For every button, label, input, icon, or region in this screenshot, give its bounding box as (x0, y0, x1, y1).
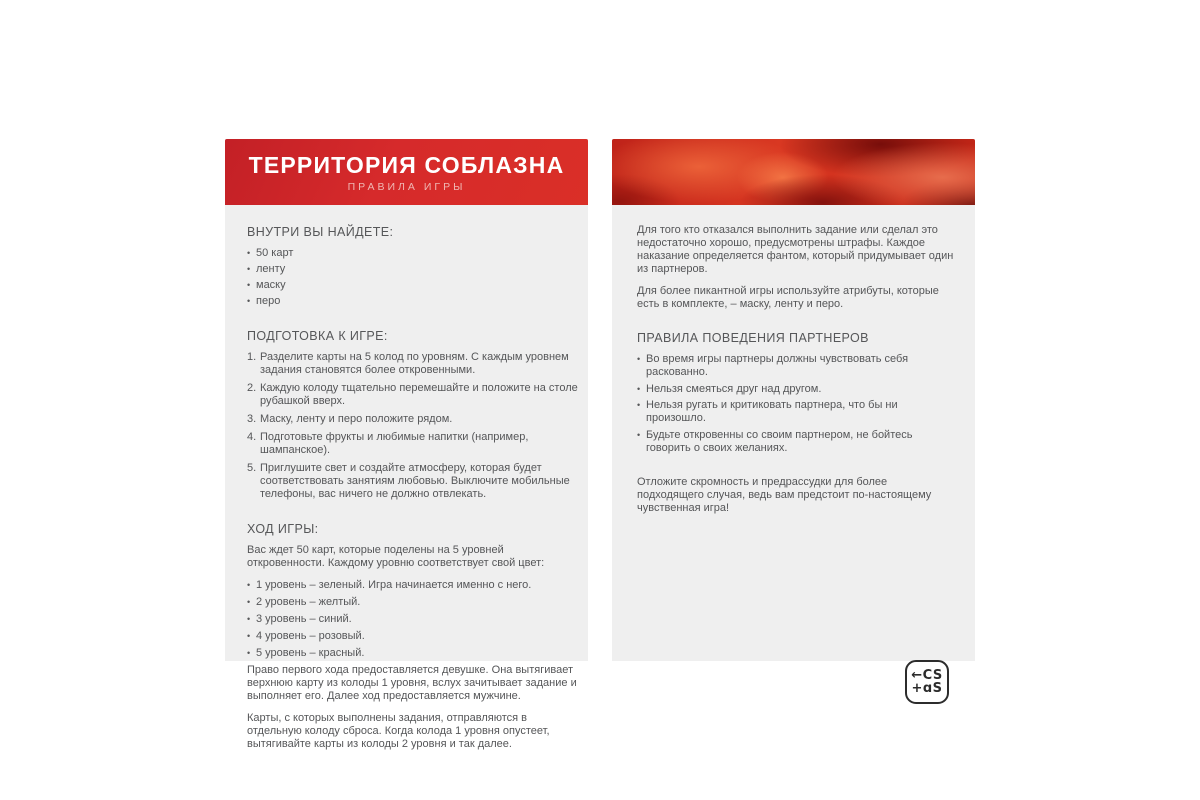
logo-line-2: +ɑS (911, 681, 943, 696)
section-heading-inside: ВНУТРИ ВЫ НАЙДЕТЕ: (247, 225, 394, 239)
section-gameplay (247, 522, 582, 751)
ecstas-brand-logo-icon (905, 660, 949, 704)
card-header (225, 139, 588, 205)
section-preparation (247, 329, 582, 501)
rules-card-right (612, 139, 975, 696)
card-body-left (225, 205, 588, 751)
closing-paragraph: Отложите скромность и предрассудки для более подходящего случая, ведь вам предстоит по-настоящему чувственная игра! (637, 475, 932, 514)
conduct-item: • Нельзя ругать и критиковать партнера, что бы ни произошло. (637, 399, 957, 425)
gameplay-intro: Вас ждет 50 карт, которые поделены на 5 уровней откровенности. Каждому уровню соответствует свой цвет: (247, 544, 545, 569)
level-item: • 4 уровень – розовый. (247, 630, 582, 643)
levels-list (247, 579, 582, 660)
list-item: • перо (247, 295, 582, 308)
level-item: • 3 уровень – синий. (247, 613, 582, 626)
section-heading-conduct: ПРАВИЛА ПОВЕДЕНИЯ ПАРТНЕРОВ (637, 331, 869, 345)
list-item: • ленту (247, 263, 582, 276)
card-title: ТЕРРИТОРИЯ СОБЛАЗНА (248, 151, 565, 178)
conduct-item: • Будьте откровенны со своим партнером, не бойтесь говорить о своих желаниях. (637, 429, 957, 455)
logo-line-1: ←CS (911, 668, 943, 683)
gameplay-paragraph: Право первого хода предоставляется девушке. Она вытягивает верхнюю карту из колоды 1 уровня, вслух зачитывает задание и выполняет его. Далее ход предоставляется мужчине. (247, 664, 577, 702)
section-conduct (637, 331, 957, 455)
level-item: • 2 уровень – желтый. (247, 596, 582, 609)
preparation-steps (247, 351, 582, 501)
penalties-paragraph: Для того кто отказался выполнить задание или сделал это недостаточно хорошо, предусмотрены штрафы. Каждое наказание определяется фантом, который придумывает один из партнеров. (637, 224, 954, 275)
section-heading-gameplay: ХОД ИГРЫ: (247, 522, 319, 536)
list-item: • маску (247, 279, 582, 292)
section-inside (247, 225, 582, 308)
step-item: Подготовьте фрукты и любимые напитки (например, шампанское). (260, 431, 529, 456)
section-heading-preparation: ПОДГОТОВКА К ИГРЕ: (247, 329, 388, 343)
rules-card-left (225, 139, 588, 750)
step-item: Приглушите свет и создайте атмосферу, которая будет соответствовать занятиям любовью. Выключите мобильные телефоны, вас ничего не должно отвлекать. (260, 462, 570, 500)
list-item: • 50 карт (247, 247, 582, 260)
level-item: • 5 уровень – красный. (247, 647, 582, 660)
kissing-couple-photo (612, 139, 975, 205)
card-body-right (612, 205, 975, 696)
conduct-item: • Во время игры партнеры должны чувствовать себя раскованно. (637, 353, 957, 379)
level-item: • 1 уровень – зеленый. Игра начинается именно с него. (247, 579, 582, 592)
gameplay-paragraph: Карты, с которых выполнены задания, отправляются в отдельную колоду сброса. Когда колода 1 уровня опустеет, вытягивайте карты из колоды 2 уровня и так далее. (247, 712, 550, 750)
inside-list (247, 247, 582, 308)
conduct-list (637, 353, 957, 455)
step-item: Каждую колоду тщательно перемешайте и положите на столе рубашкой вверх. (260, 382, 578, 407)
conduct-item: • Нельзя смеяться друг над другом. (637, 383, 957, 396)
attributes-paragraph: Для более пикантной игры используйте атрибуты, которые есть в комплекте, – маску, ленту и перо. (637, 285, 939, 310)
step-item: Разделите карты на 5 колод по уровням. С каждым уровнем задания становятся более откровенными. (260, 351, 569, 376)
step-item: Маску, ленту и перо положите рядом. (260, 413, 453, 425)
card-subtitle: ПРАВИЛА ИГРЫ (347, 180, 466, 193)
